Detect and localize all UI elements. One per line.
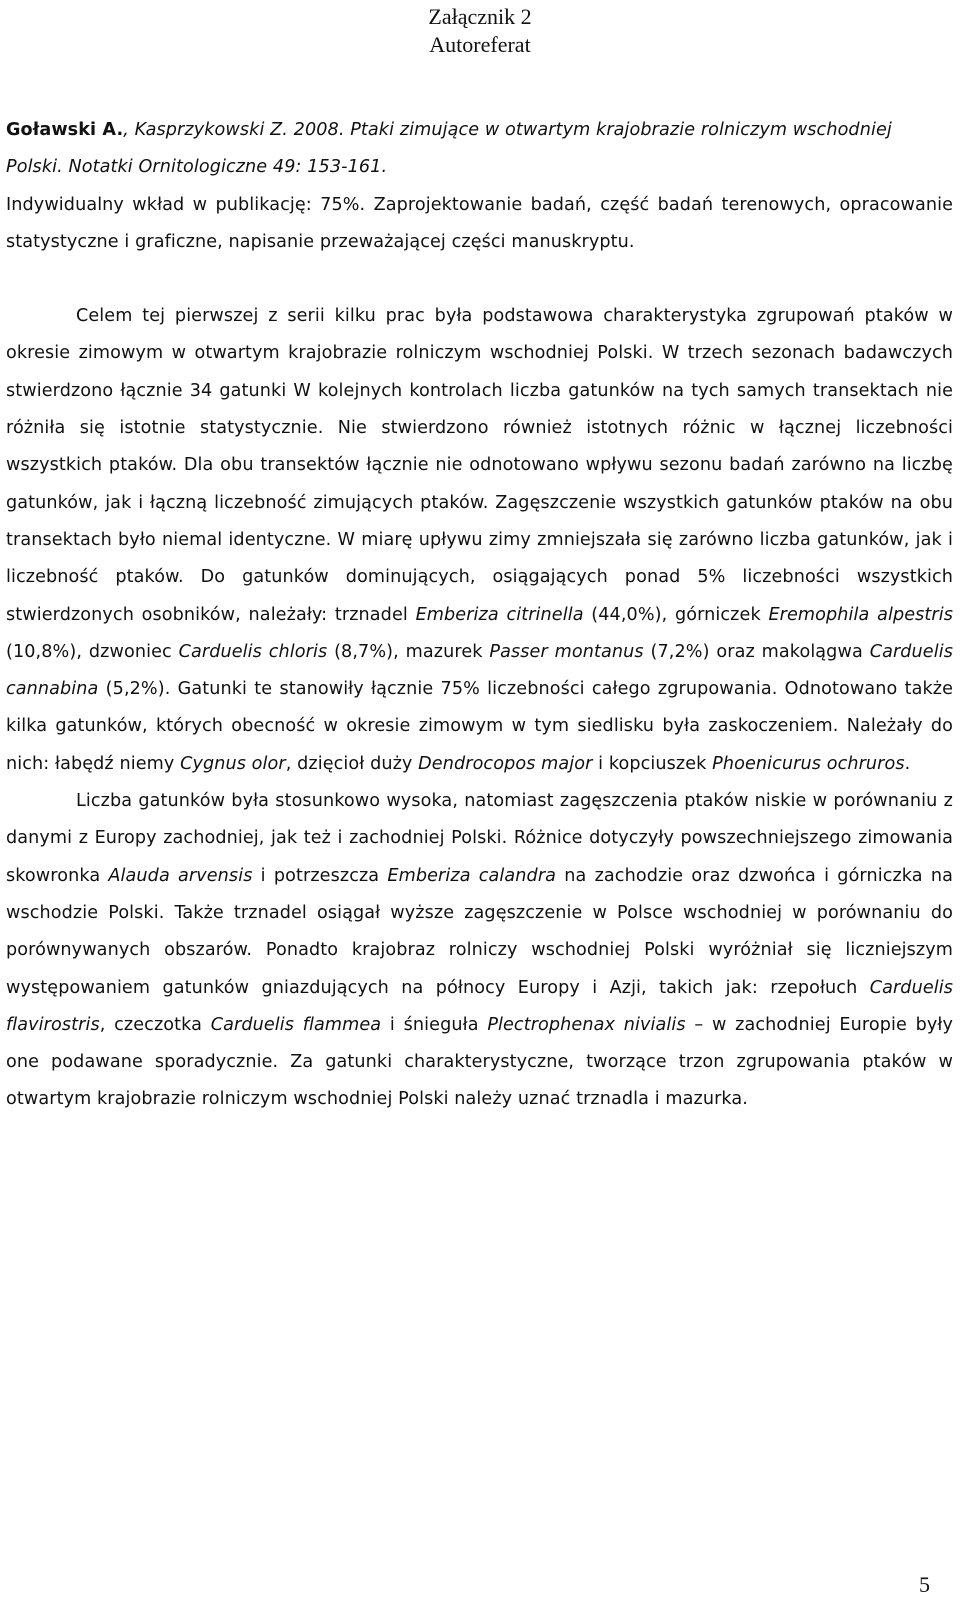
species-name: Phoenicurus ochruros [712, 753, 905, 774]
species-name: Emberiza calandra [387, 865, 557, 886]
species-name: Eremophila alpestris [768, 604, 954, 625]
species-name: Cygnus olor [180, 753, 286, 774]
page-number: 5 [919, 1572, 930, 1597]
species-name: Carduelis chloris [178, 641, 328, 662]
species-name: Emberiza citrinella [415, 604, 584, 625]
summary-paragraph-2: Liczba gatunków była stosunkowo wysoka, natomiast zagęszczenia ptaków niskie w porównaniu z danymi z Europy zachodniej, jak też i zachodniej Polski. Różnice dotyczyły powszechniejszego zimowania skowronka Alauda arvensis i potrzeszcza Emberiza calandra na zachodzie oraz dzwońca i górniczka na wschodzie Polski. Także trznadel osiągał wyższe zagęszczenie w Polsce wschodniej w porównaniu do porównywanych obszarów. Ponadto krajobraz rolniczy wschodniej Polski wyróżniał się liczniejszym występowaniem gatunków gniazdujących na północy Europy i Azji, takich jak: rzepołuch Carduelis flavirostris, czeczotka Carduelis flammea i śnieguła Plectrophenax nivialis – w zachodniej Europie były one podawane sporadycznie. Za gatunki charakterystyczne, tworzące trzon zgrupowania ptaków w otwartym krajobrazie rolniczym wschodniej Polski należy uznać trznadla i mazurka. [6, 791, 953, 1110]
citation-details: , Kasprzykowski Z. 2008. Ptaki zimujące w otwartym krajobrazie rolniczym wschodniej Polski. Notatki Ornitologiczne 49: 153-161. [6, 120, 892, 178]
header-document-title: Autoreferat [429, 32, 531, 57]
species-name: Passer montanus [489, 641, 644, 662]
summary-paragraph-1: Celem tej pierwszej z serii kilku prac była podstawowa charakterystyka zgrupowań ptaków w okresie zimowym w otwartym krajobrazie rolniczym wschodniej Polski. W trzech sezonach badawczych stwierdzono łącznie 34 gatunki W kolejnych kontrolach liczba gatunków na tych samych transektach nie różniła się istotnie statystycznie. Nie stwierdzono również istotnych różnic w łącznej liczebności wszystkich ptaków. Dla obu transektów łącznie nie odnotowano wpływu sezonu badań zarówno na liczbę gatunków, jak i łączną liczebność zimujących ptaków. Zagęszczenie wszystkich gatunków ptaków na obu transektach było niemal identyczne. W miarę upływu zimy zmniejszała się zarówno liczba gatunków, jak i liczebność ptaków. Do gatunków dominujących, osiągających ponad 5% liczebności wszystkich stwierdzonych osobników, należały: trznadel Emberiza citrinella (44,0%), górniczek Eremophila alpestris (10,8%), dzwoniec Carduelis chloris (8,7%), mazurek Passer montanus (7,2%) oraz makolągwa Carduelis cannabina (5,2%). Gatunki te stanowiły łącznie 75% liczebności całego zgrupowania. Odnotowano także kilka gatunków, których obecność w okresie zimowym w tym siedlisku była zaskoczeniem. Należały do nich: łabędź niemy Cygnus olor, dzięcioł duży Dendrocopos major i kopciuszek Phoenicurus ochruros. [6, 306, 954, 774]
species-name: Carduelis flavirostris [6, 977, 953, 1035]
header-annex-label: Załącznik 2 [428, 4, 532, 29]
species-name: Carduelis flammea [210, 1014, 382, 1035]
species-name: Dendrocopos major [418, 753, 593, 774]
individual-contribution: Indywidualny wkład w publikację: 75%. Zaprojektowanie badań, część badań terenowych, opracowanie statystyczne i graficzne, napisanie przeważającej części manuskryptu. [6, 194, 953, 252]
species-name: Plectrophenax nivialis [487, 1014, 686, 1035]
paragraph-spacer [6, 261, 953, 298]
species-name: Carduelis cannabina [6, 641, 953, 700]
page-body [6, 112, 953, 1119]
citation-author: Goławski A. [6, 120, 124, 140]
publication-citation [6, 112, 953, 187]
species-name: Alauda arvensis [108, 865, 253, 886]
